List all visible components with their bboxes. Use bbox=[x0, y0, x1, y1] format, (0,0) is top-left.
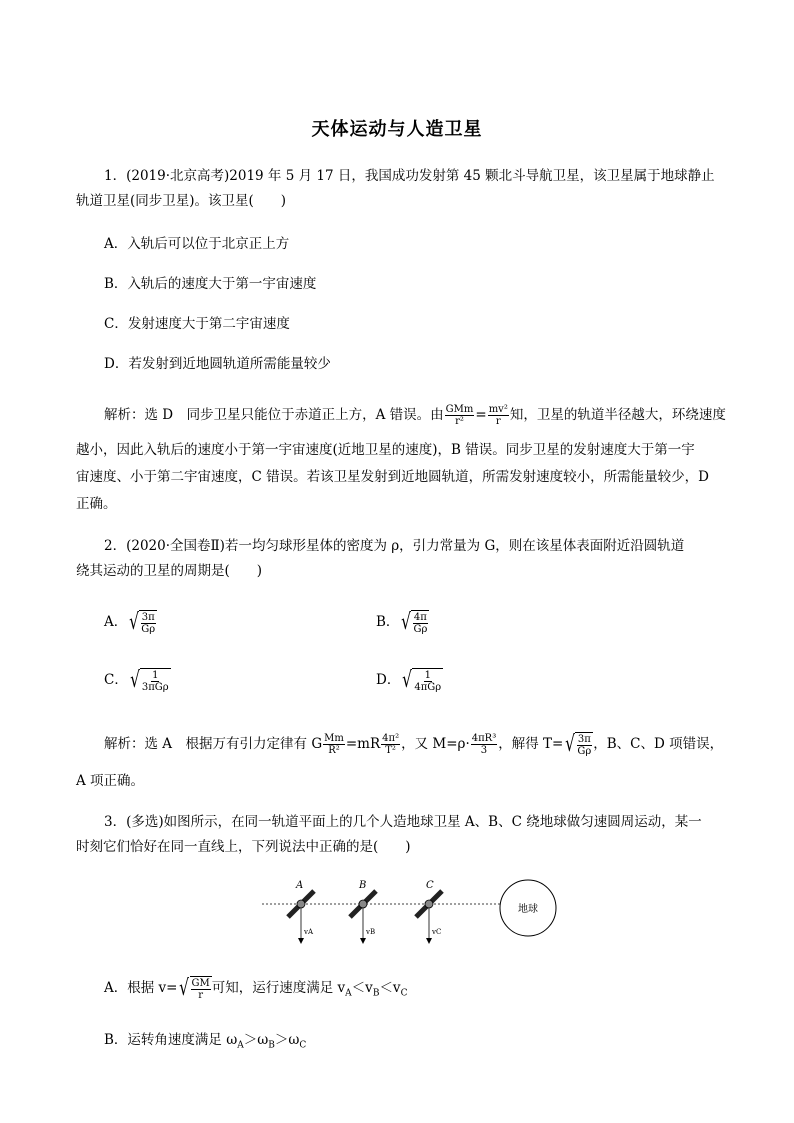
satellite-c bbox=[416, 880, 442, 944]
q2-answer-line1: 解析：选 A 根据万有引力定律有 G $\frac{Mm}{\text{R²}}$ =mR $\frac{\text{4π²}}{\text{T²}}$ ，又 M=ρ· $\frac{\text{4πR³}}{3}$ ，解得 T= √ $\frac{3\pi}{G\rho}$ ，B、C、D 项错误， bbox=[104, 731, 724, 757]
q1-option-d: D．若发射到近地圆轨道所需能量较少 bbox=[104, 356, 331, 372]
earth-label: 地球 bbox=[518, 904, 538, 915]
q1-option-c: C．发射速度大于第二宇宙速度 bbox=[104, 316, 290, 332]
sqrt-expression: √ $\frac{1}{\text{3πGρ}}$ bbox=[129, 667, 169, 693]
q1-option-a: A．入轨后可以位于北京正上方 bbox=[104, 236, 290, 252]
label-b: B bbox=[359, 880, 367, 891]
q3-option-a: A．根据 v= √ $\frac{GM}{r}$ 可知，运行速度满足 $v_A<v_B<v_C$ bbox=[104, 975, 408, 1001]
q1-answer-line3: 宙速度、小于第二宇宙速度，C 错误。若该卫星发射到近地圆轨道，所需发射速度较小，所需能量较少，D bbox=[76, 469, 709, 485]
q1-answer-line4: 正确。 bbox=[76, 496, 117, 512]
sqrt-expression: √ $\frac{4\pi}{G\rho}$ bbox=[401, 609, 428, 635]
q3-option-b: B．运转角速度满足 $\omega_A>\omega_B>\omega_C$ bbox=[104, 1032, 307, 1051]
q2-answer-line2: A 项正确。 bbox=[76, 773, 145, 789]
fraction-gmm-r2: $\frac{\text{GMm}}{\text{r²}}$ bbox=[445, 404, 474, 427]
earth bbox=[500, 880, 556, 936]
satellite-diagram bbox=[262, 874, 562, 954]
q1-stem-line1: 1．(2019·北京高考)2019 年 5 月 17 日，我国成功发射第 45 颗北斗导航卫星，该卫星属于地球静止 bbox=[104, 168, 715, 184]
sqrt-expression: √ $\frac{3\pi}{G\rho}$ bbox=[129, 609, 156, 635]
q1-answer-text: 解析：选 D 同步卫星只能位于赤道正上方，A 错误。由 bbox=[104, 407, 444, 423]
satellite-a bbox=[288, 880, 314, 944]
q2-option-a: A． √ $\frac{3\pi}{G\rho}$ bbox=[104, 609, 156, 635]
sqrt-expression: √ $\frac{1}{\text{4πGρ}}$ bbox=[402, 667, 442, 693]
label-c: C bbox=[426, 880, 434, 891]
satellite-b bbox=[350, 880, 376, 944]
q1-answer-line1: 解析：选 D 同步卫星只能位于赤道正上方，A 错误。由 $\frac{\text{GMm}}{\text{r²}}$ = $\frac{\text{mv²}}{r}$ 知，卫星的轨道半径越大，环绕速度 bbox=[104, 404, 726, 427]
label-va: vA bbox=[304, 928, 314, 936]
page-title: 天体运动与人造卫星 bbox=[311, 119, 483, 140]
fraction-mv2-r: $\frac{\text{mv²}}{r}$ bbox=[488, 404, 508, 427]
q2-stem-line1: 2．(2020·全国卷Ⅱ)若一均匀球形星体的密度为 ρ，引力常量为 G，则在该星体表面附近沿圆轨道 bbox=[104, 538, 685, 554]
label-a: A bbox=[296, 880, 304, 891]
q3-stem-line1: 3．(多选)如图所示，在同一轨道平面上的几个人造地球卫星 A、B、C 绕地球做匀速圆周运动，某一 bbox=[104, 814, 702, 830]
q1-stem-line2: 轨道卫星(同步卫星)。该卫星( ) bbox=[76, 193, 287, 209]
label-vc: vC bbox=[432, 928, 442, 936]
q2-option-b: B． √ $\frac{4\pi}{G\rho}$ bbox=[376, 609, 428, 635]
q2-option-c: C． √ $\frac{1}{\text{3πGρ}}$ bbox=[104, 667, 169, 693]
q2-option-d: D． √ $\frac{1}{\text{4πGρ}}$ bbox=[376, 667, 442, 693]
q3-stem-line2: 时刻它们恰好在同一直线上，下列说法中正确的是( ) bbox=[76, 839, 411, 855]
q2-stem-line2: 绕其运动的卫星的周期是( ) bbox=[76, 563, 263, 579]
q1-option-b: B．入轨后的速度大于第一宇宙速度 bbox=[104, 276, 317, 292]
q1-answer-line2: 越小，因此入轨后的速度小于第一宇宙速度(近地卫星的速度)，B 错误。同步卫星的发射速度大于第一宇 bbox=[76, 442, 695, 458]
label-vb: vB bbox=[366, 928, 376, 936]
